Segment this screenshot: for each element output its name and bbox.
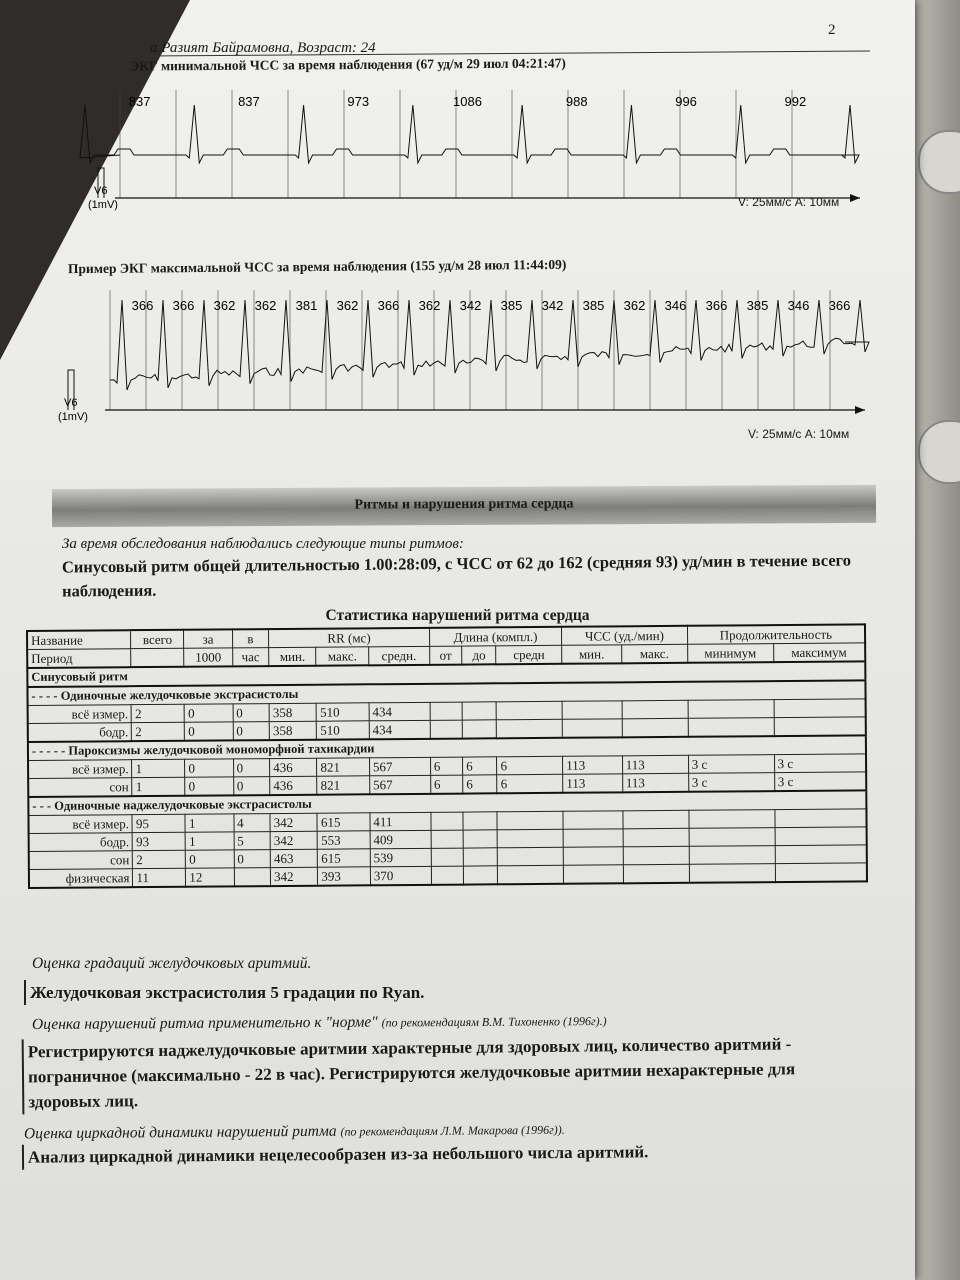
- table-cell: [234, 868, 271, 887]
- table-cell: [430, 720, 463, 739]
- table-cell: [431, 866, 464, 885]
- table-cell: 2: [132, 722, 185, 741]
- header2-cell: средн: [496, 645, 562, 664]
- row-period: физическая: [29, 869, 133, 888]
- col-in: в: [232, 629, 269, 648]
- rr-interval-label: 385: [746, 298, 769, 313]
- table-cell: [563, 847, 623, 865]
- table-cell: 434: [369, 702, 430, 720]
- table-cell: 0: [233, 759, 270, 777]
- table-cell: 370: [370, 866, 431, 885]
- table-cell: [689, 828, 775, 847]
- table-cell: 615: [318, 849, 371, 867]
- row-period: сон: [28, 778, 132, 797]
- table-cell: [431, 830, 464, 848]
- table-cell: 6: [463, 775, 497, 794]
- table-cell: 1: [132, 759, 185, 777]
- table-cell: 463: [270, 849, 317, 867]
- table-cell: 409: [370, 830, 431, 848]
- header2-cell: минимум: [687, 644, 773, 663]
- col-rr: RR (мс): [269, 628, 430, 648]
- table-cell: 3 с: [774, 772, 866, 791]
- rr-interval-label: 346: [787, 298, 810, 313]
- table-cell: [774, 717, 866, 736]
- table-cell: [688, 700, 774, 719]
- norm-assessment-heading: Оценка нарушений ритма применительно к "норме": [31, 1013, 378, 1034]
- table-cell: [497, 719, 563, 738]
- table-cell: 3 с: [688, 755, 774, 774]
- ecg-lead-label: V6: [94, 185, 108, 197]
- table-cell: 0: [185, 759, 233, 777]
- table-cell: [430, 702, 463, 720]
- ecg-max-scale: V: 25мм/с A: 10мм: [748, 427, 850, 441]
- axis-arrow: [855, 406, 865, 414]
- header2-cell: Период: [27, 649, 131, 668]
- table-cell: [623, 828, 689, 847]
- table-cell: [498, 847, 564, 866]
- table-cell: [563, 829, 623, 847]
- table-cell: 436: [270, 776, 317, 795]
- table-cell: 567: [369, 757, 430, 775]
- table-cell: [623, 864, 689, 883]
- rr-interval-label: 362: [254, 298, 277, 313]
- header2-cell: до: [462, 646, 496, 665]
- table-cell: 342: [270, 813, 317, 831]
- header2-cell: 1000: [184, 648, 232, 667]
- ecg-waveform: [80, 105, 859, 163]
- table-cell: 0: [233, 777, 270, 796]
- table-cell: [689, 864, 775, 883]
- table-cell: [622, 718, 688, 737]
- table-cell: [622, 700, 688, 719]
- table-cell: 553: [318, 831, 371, 849]
- table-cell: 1: [185, 832, 233, 850]
- norm-assessment-text: Регистрируются наджелудочковые аритмии характерные для здоровых лиц, количество аритмий - пограничное (максимально - 22 в час). Регистрируются желудочковые аритмии нехарактерные для здоровых лиц.: [22, 1031, 869, 1115]
- col-per: за: [184, 629, 232, 648]
- table-cell: 95: [132, 814, 185, 832]
- header2-cell: максимум: [773, 643, 865, 662]
- table-cell: 6: [463, 757, 497, 775]
- table-cell: 436: [270, 758, 317, 776]
- ventricular-grade-heading: Оценка градаций желудочковых аритмий.: [32, 955, 312, 972]
- rr-interval-label: 342: [459, 298, 482, 313]
- table-cell: 0: [233, 704, 270, 722]
- row-period: всё измер.: [28, 815, 132, 834]
- table-cell: 113: [622, 755, 688, 774]
- rr-interval-label: 362: [336, 298, 359, 313]
- row-period: бодр.: [29, 833, 133, 852]
- row-period: бодр.: [28, 723, 132, 742]
- patient-line: а Разият Байрамовна, Возраст: 24: [150, 40, 376, 56]
- col-hr: ЧСС (уд./мин): [562, 626, 688, 645]
- table-cell: 113: [563, 756, 623, 774]
- rr-interval-label: 366: [705, 298, 728, 313]
- table-cell: 342: [271, 867, 318, 886]
- table-cell: [463, 812, 497, 830]
- rr-interval-label: 362: [623, 298, 646, 313]
- ecg-waveform: [110, 300, 869, 390]
- table-cell: 0: [234, 850, 271, 868]
- header2-cell: час: [232, 648, 269, 667]
- table-cell: 93: [133, 832, 186, 850]
- table-cell: 113: [563, 774, 623, 793]
- ecg-calibration-label: (1mV): [58, 411, 88, 423]
- table-cell: 0: [185, 722, 233, 741]
- rr-interval-label: 362: [418, 298, 441, 313]
- rr-interval-label: 988: [565, 94, 588, 109]
- rr-interval-label: 346: [664, 298, 687, 313]
- table-cell: 2: [132, 704, 185, 722]
- table-cell: 113: [622, 773, 688, 792]
- section-bar: [52, 485, 876, 527]
- header2-cell: мин.: [269, 647, 316, 666]
- ecg-calibration-label: (1mV): [88, 199, 118, 211]
- rr-interval-label: 973: [347, 94, 370, 109]
- table-cell: [562, 719, 622, 738]
- table-cell: [564, 865, 624, 884]
- col-duration: Продолжительность: [687, 624, 865, 644]
- table-cell: [775, 827, 867, 846]
- power-button: [918, 130, 960, 194]
- rr-interval-label: 837: [238, 94, 260, 109]
- sinus-summary: Синусовый ритм общей длительностью 1.00:28:09, с ЧСС от 62 до 162 (средняя 93) уд/мин в течение всего наблюдения.: [61, 550, 852, 601]
- circadian-text: Анализ циркадной динамики нецелесообразен из-за небольшого числа аритмий.: [22, 1139, 649, 1169]
- table-cell: [775, 863, 867, 882]
- ecg-min-scale: V: 25мм/с A: 10мм: [738, 195, 840, 209]
- header2-cell: средн.: [368, 646, 429, 665]
- table-cell: [774, 699, 866, 718]
- table-cell: [689, 810, 775, 829]
- ventricular-grade-text: Желудочковая экстрасистолия 5 градации по Ryan.: [24, 980, 424, 1005]
- ecg-max-title: Пример ЭКГ максимальной ЧСС за время наблюдения (155 уд/м 28 июл 11:44:09): [67, 256, 567, 277]
- table-cell: 567: [369, 775, 430, 794]
- table-cell: 434: [369, 720, 430, 739]
- table-cell: 6: [497, 756, 563, 775]
- table-cell: [775, 845, 867, 864]
- rr-interval-label: 366: [172, 298, 195, 313]
- table-cell: 3 с: [774, 754, 866, 773]
- sinus-label: Синусовый ритм: [27, 661, 865, 687]
- table-cell: [431, 812, 464, 830]
- table-cell: 1: [185, 814, 233, 832]
- table-cell: [498, 829, 564, 848]
- rr-interval-label: 837: [128, 94, 151, 109]
- col-name: Название: [27, 630, 131, 649]
- row-period: всё измер.: [28, 705, 132, 724]
- ecg-lead-label: V6: [64, 397, 78, 409]
- rr-interval-label: 381: [295, 298, 318, 313]
- table-cell: [689, 846, 775, 865]
- table-cell: 0: [184, 704, 232, 722]
- table-cell: [563, 811, 623, 829]
- circadian-source: (по рекомендациям Л.М. Макарова (1996г)).: [340, 1122, 565, 1139]
- table-cell: [623, 810, 689, 829]
- down-arrow-button: [918, 420, 960, 484]
- rr-interval-label: 385: [582, 298, 605, 313]
- table-cell: [623, 846, 689, 865]
- header2-cell: [131, 648, 184, 667]
- table-cell: 3 с: [688, 773, 774, 792]
- table-cell: 0: [233, 722, 270, 741]
- ecg-min-title: ЭКГ минимальной ЧСС за время наблюдения (67 уд/м 29 июл 04:21:47): [129, 55, 566, 74]
- circadian-heading: Оценка циркадной динамики нарушений ритма: [23, 1122, 337, 1143]
- table-cell: 615: [317, 813, 370, 831]
- row-period: всё измер.: [28, 760, 132, 779]
- group-title: - - - - - Пароксизмы желудочковой мономорфной тахикардии: [28, 735, 866, 760]
- table-cell: 821: [317, 758, 370, 776]
- group-title: - - - Одиночные наджелудочковые экстрасистолы: [28, 790, 866, 815]
- norm-assessment-source: (по рекомендациям В.М. Тихоненко (1996г).): [381, 1013, 607, 1030]
- col-length: Длина (компл.): [429, 627, 562, 647]
- table-cell: 821: [317, 776, 370, 795]
- table-cell: 4: [234, 814, 271, 832]
- table-cell: [431, 848, 464, 866]
- header2-cell: от: [429, 646, 462, 665]
- table-cell: [688, 718, 774, 737]
- table-cell: [464, 866, 498, 885]
- table-cell: [498, 865, 564, 884]
- table-cell: [562, 701, 622, 719]
- rr-interval-label: 366: [131, 298, 154, 313]
- table-cell: 1: [132, 777, 185, 796]
- row-period: сон: [29, 851, 133, 870]
- table-cell: 12: [186, 868, 234, 887]
- rr-interval-label: 366: [828, 298, 851, 313]
- rhythm-intro: За время обследования наблюдались следующие типы ритмов:: [62, 536, 464, 552]
- page-number: 2: [828, 22, 836, 38]
- table-cell: [462, 720, 496, 739]
- table-cell: [775, 809, 867, 828]
- col-total: всего: [131, 630, 184, 649]
- table-cell: 393: [318, 867, 371, 886]
- table-cell: 6: [430, 757, 463, 775]
- table-cell: 539: [370, 848, 431, 866]
- table-cell: 510: [317, 721, 370, 740]
- rr-interval-label: 996: [675, 94, 697, 109]
- table-cell: 6: [430, 775, 463, 794]
- table-cell: 510: [317, 703, 370, 721]
- table-cell: [497, 811, 563, 830]
- table-cell: 6: [497, 774, 563, 793]
- table-cell: [462, 702, 496, 720]
- rr-interval-label: 992: [784, 94, 807, 109]
- header2-cell: макс.: [621, 644, 687, 663]
- header2-cell: мин.: [562, 645, 622, 664]
- table-cell: 5: [234, 832, 271, 850]
- rr-interval-label: 1086: [453, 94, 482, 109]
- norm-assessment-heading-line: [32, 1012, 607, 1034]
- stats-table: [26, 623, 868, 889]
- stats-title: Статистика нарушений ритма сердца: [325, 607, 590, 624]
- table-cell: [497, 701, 563, 720]
- table-cell: 11: [133, 868, 186, 887]
- table-cell: 0: [185, 777, 233, 796]
- table-cell: 411: [370, 812, 431, 830]
- table-cell: 358: [269, 721, 316, 740]
- table-cell: 342: [270, 831, 317, 849]
- rr-interval-label: 366: [377, 298, 400, 313]
- rr-interval-label: 362: [213, 298, 236, 313]
- table-cell: [463, 830, 497, 848]
- section-title: Ритмы и нарушения ритма сердца: [354, 496, 574, 513]
- rr-interval-label: 385: [500, 298, 523, 313]
- table-cell: [463, 848, 497, 866]
- table-cell: 2: [133, 850, 186, 868]
- axis-arrow: [850, 194, 860, 202]
- rr-interval-label: 342: [541, 298, 564, 313]
- group-title: - - - - Одиночные желудочковые экстрасистолы: [27, 680, 865, 705]
- table-cell: 0: [186, 850, 234, 868]
- stats-body: [27, 643, 867, 888]
- table-cell: 358: [269, 703, 316, 721]
- header2-cell: макс.: [316, 647, 369, 666]
